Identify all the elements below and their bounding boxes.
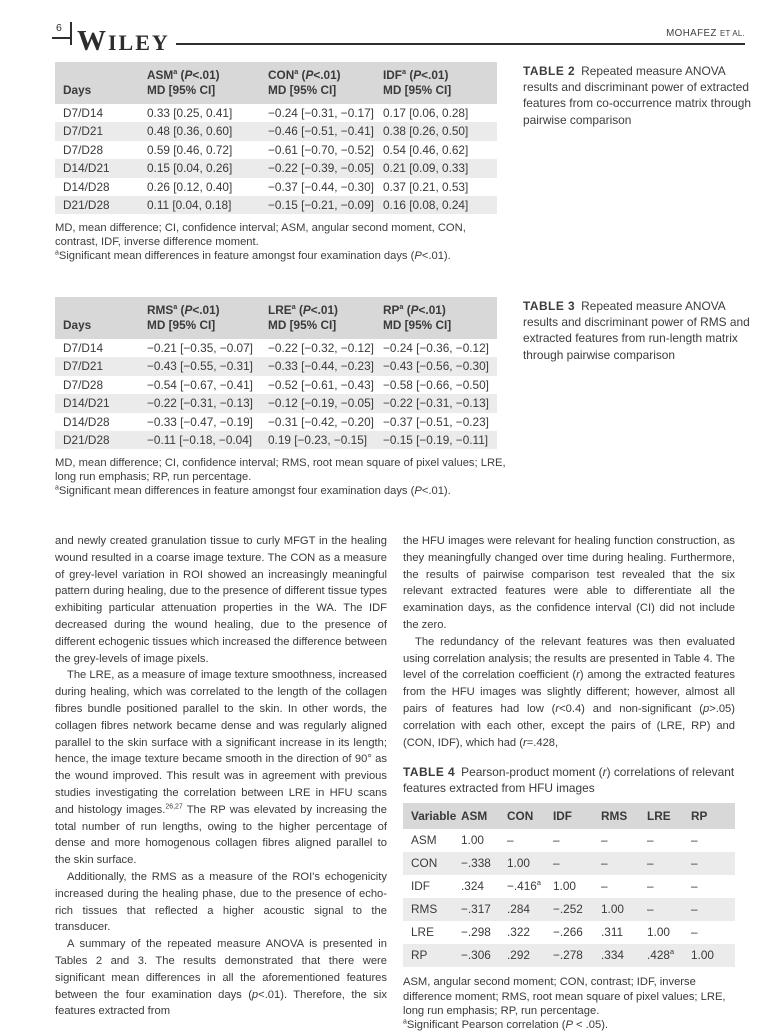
table-cell: −0.52 [−0.61, −0.43] xyxy=(268,377,374,392)
table-footnote: $^a$Significant mean differences in feature amongst four examination days (P<.01). xyxy=(55,249,451,263)
table-cell: 0.37 [0.21, 0.53] xyxy=(383,179,469,194)
table-2-footnotes xyxy=(55,221,507,264)
table-footnote: MD, mean difference; CI, confidence interval; RMS, root mean square of pixel values; LRE, long run emphasis; RP, run percentage. xyxy=(55,457,506,484)
table-row xyxy=(55,178,497,196)
table-cell: RMS xyxy=(411,902,438,917)
body-paragraph: and newly created granulation tissue to curly MFGT in the healing wound resulted in a coarse image texture. The CON as a measure of grey-level variation in ROI showed an increasingly meaningful pattern during healing, due to the presence of different tissue types exhibiting particular attenuation properties in the WA. The IDF decreased during the wound healing, due to the presence of different echogenic tissues which increased the difference between the grey-levels of image pixels. xyxy=(55,535,387,665)
table-row xyxy=(403,875,735,898)
table-cell: D14/D28 xyxy=(63,179,110,194)
table-row xyxy=(55,431,497,449)
table-row xyxy=(403,944,735,967)
table-cell: 1.00 xyxy=(553,879,576,894)
table-cell: D7/D21 xyxy=(63,359,103,374)
table-cell: 1.00 xyxy=(461,833,484,848)
table-3 xyxy=(55,297,497,449)
table-cell: – xyxy=(507,833,514,848)
table-cell: 1.00 xyxy=(507,856,530,871)
table-cell: −0.22 [−0.32, −0.12] xyxy=(268,341,374,355)
table-cell: – xyxy=(691,833,698,848)
table-cell: – xyxy=(691,879,698,894)
table-footnote: MD, mean difference; CI, confidence interval; ASM, angular second moment, CON, contrast, IDF, inverse difference moment. xyxy=(55,222,466,249)
table-cell: ASM xyxy=(411,833,437,848)
table-cell: 0.15 [0.04, 0.26] xyxy=(147,161,233,176)
table-cell: – xyxy=(601,833,608,848)
table-cell: −0.33 [−0.44, −0.23] xyxy=(268,359,374,374)
table-cell: −.252 xyxy=(553,902,583,917)
table-column-header: $RP^a$ (P<.01) MD [95% CI] xyxy=(383,302,452,332)
table-2-caption-label: TABLE 2 xyxy=(523,64,576,78)
body-paragraph: Additionally, the RMS as a measure of the ROI's echogenicity increased during the healing phase, due to the presence of echo-rich tissues that reflected a higher acoustic signal to the transducer. xyxy=(55,870,387,934)
table-3-caption-text: Repeated measure ANOVA results and discriminant power of RMS and extracted features from run-length matrix through pairwise comparison xyxy=(523,299,750,362)
table-cell: −.416$^a$ xyxy=(507,878,541,894)
table-cell: −0.11 [−0.18, −0.04] xyxy=(147,432,253,447)
table-4-footnotes xyxy=(403,975,735,1032)
table-cell: 0.19 [−0.23, −0.15] xyxy=(268,432,368,447)
table-2-caption-text: Repeated measure ANOVA results and discriminant power of extracted features from co-occurrence matrix through pairwise comparison xyxy=(523,64,751,127)
table-cell: 0.17 [0.06, 0.28] xyxy=(383,106,469,120)
table-4-block xyxy=(403,764,735,1032)
table-footnote: $^a$Significant Pearson correlation (P < .05). xyxy=(403,1018,609,1031)
table-cell: – xyxy=(647,856,654,871)
table-cell: 0.54 [0.46, 0.62] xyxy=(383,142,469,157)
body-paragraph: the HFU images were relevant for healing function construction, as they meaningfully changed over time during healing. Furthermore, the results of pairwise comparison test revealed that the six relevant extracted features were able to differentiate all the examination days, as the confidence interval (CI) did not include the zero. xyxy=(403,535,735,631)
table-column-header: IDF xyxy=(553,809,573,824)
table-cell: −0.43 [−0.55, −0.31] xyxy=(147,359,253,374)
table-cell: −0.22 [−0.31, −0.13] xyxy=(383,396,489,411)
table-cell: – xyxy=(553,856,560,871)
table-column-header: CON$^a$ (P<.01) MD [95% CI] xyxy=(268,67,341,97)
table-cell: .284 xyxy=(507,902,530,917)
table-cell: 0.21 [0.09, 0.33] xyxy=(383,161,469,176)
table-row xyxy=(55,357,497,375)
table-cell: −0.22 [−0.31, −0.13] xyxy=(147,396,253,411)
table-cell: −0.61 [−0.70, −0.52] xyxy=(268,142,374,157)
table-cell: 1.00 xyxy=(601,902,624,917)
table-cell: −0.37 [−0.51, −0.23] xyxy=(383,414,489,429)
table-cell: .428$^a$ xyxy=(647,947,675,963)
table-column-header: ASM$^a$ (P<.01) MD [95% CI] xyxy=(147,67,220,97)
table-cell: −0.15 [−0.19, −0.11] xyxy=(383,432,489,447)
table-cell: −.338 xyxy=(461,856,491,871)
body-paragraph: A summary of the repeated measure ANOVA is presented in Tables 2 and 3. The results demonstrated that there were significant mean differences in all the aforementioned features between the four examination days (p<.01). Therefore, the six features extracted from xyxy=(55,938,387,1018)
table-cell: CON xyxy=(411,856,438,871)
table-cell: 0.33 [0.25, 0.41] xyxy=(147,106,233,120)
table-column-header: Variable xyxy=(411,809,457,824)
table-cell: 0.38 [0.26, 0.50] xyxy=(383,124,469,139)
table-4-caption-text: Pearson-product moment (r) correlations of relevant features extracted from HFU images xyxy=(403,765,735,796)
table-cell: −0.22 [−0.39, −0.05] xyxy=(268,161,374,176)
table-3-header-row xyxy=(55,297,497,339)
table-column-header: IDF$^a$ (P<.01) MD [95% CI] xyxy=(383,67,452,97)
table-cell: .292 xyxy=(507,948,530,963)
table-cell: −0.24 [−0.31, −0.17] xyxy=(268,106,374,120)
table-cell: −0.24 [−0.36, −0.12] xyxy=(383,341,489,355)
body-paragraph: The LRE, as a measure of image texture smoothness, increased during healing, which was correlated to the length of the collagen fibres bundle positioned parallel to the skin. In other words, the collagen fibres network became dense and was regularly aligned parallel to the skin surface with a significant increase in its length; hence, the image texture became smooth in the direction of 90° as the wound improved. This result was in agreement with previous studies investigating the correlation between LRE in HFU scans and histology images.$^{26,27}$ The RP was elevated by increasing the total number of run lengths, owing to the higher percentage of dense and more homogenous collagen fibres aligned parallel to the skin surface. xyxy=(55,669,387,867)
table-cell: D21/D28 xyxy=(63,432,110,447)
table-cell: D7/D21 xyxy=(63,124,103,139)
table-cell: – xyxy=(647,833,654,848)
table-cell: −0.21 [−0.35, −0.07] xyxy=(147,341,253,355)
table-cell: – xyxy=(691,925,698,940)
table-row xyxy=(403,898,735,921)
table-cell: 1.00 xyxy=(647,925,670,940)
table-cell: −0.15 [−0.21, −0.09] xyxy=(268,197,374,212)
table-2-header-row xyxy=(55,62,497,104)
table-row xyxy=(55,394,497,412)
table-column-header: RP xyxy=(691,809,708,824)
table-cell: −0.58 [−0.66, −0.50] xyxy=(383,377,489,392)
table-cell: IDF xyxy=(411,879,431,894)
table-2-caption xyxy=(523,63,755,128)
table-cell: LRE xyxy=(411,925,434,940)
table-4-caption-label: TABLE 4 xyxy=(403,765,456,780)
table-cell: – xyxy=(691,856,698,871)
table-cell: – xyxy=(691,902,698,917)
table-4-caption xyxy=(403,764,735,796)
table-cell: D21/D28 xyxy=(63,197,110,212)
table-cell: .322 xyxy=(507,925,530,940)
table-row xyxy=(403,852,735,875)
table-footnote: ASM, angular second moment; CON, contrast; IDF, inverse difference moment; RMS, root mean square of pixel values; LRE, long run emphasis; RP, run percentage. xyxy=(403,976,726,1017)
header-rule xyxy=(176,43,745,45)
table-cell: 0.59 [0.46, 0.72] xyxy=(147,142,233,157)
table-cell: D7/D14 xyxy=(63,106,103,120)
table-3-caption xyxy=(523,298,755,363)
body-paragraph: The redundancy of the relevant features was then evaluated using correlation analysis; the results are presented in Table 4. The level of the correlation coefficient (r) among the extracted features from the HFU images was slightly different; however, almost all pairs of features had low (r<0.4) and non-significant (p>.05) correlation with each other, except the pairs of (LRE, RP) and (CON, IDF), which had (r=.428, xyxy=(403,635,736,749)
body-column-left xyxy=(55,533,387,1020)
table-column-header: ASM xyxy=(461,809,488,824)
running-head xyxy=(666,28,745,39)
table-cell: −0.46 [−0.51, −0.41] xyxy=(268,124,374,139)
table-row xyxy=(403,829,735,852)
table-row xyxy=(55,339,497,357)
table-cell: D7/D28 xyxy=(63,142,103,157)
table-cell: −0.12 [−0.19, −0.05] xyxy=(268,396,374,411)
table-cell: D14/D28 xyxy=(63,414,110,429)
header-tick-rule xyxy=(70,22,72,45)
table-cell: D7/D28 xyxy=(63,377,103,392)
table-cell: −0.31 [−0.42, −0.20] xyxy=(268,414,374,429)
table-row xyxy=(55,141,497,159)
table-cell: −0.54 [−0.67, −0.41] xyxy=(147,377,253,392)
wiley-logo: WILEY xyxy=(77,25,170,57)
table-cell: D7/D14 xyxy=(63,341,103,355)
running-head-authors: MOHAFEZ xyxy=(666,28,717,39)
table-cell: .324 xyxy=(461,879,484,894)
table-cell: D14/D21 xyxy=(63,161,110,176)
table-2 xyxy=(55,62,497,214)
table-cell: 0.11 [0.04, 0.18] xyxy=(147,197,232,212)
table-cell: −0.33 [−0.47, −0.19] xyxy=(147,414,253,429)
table-cell: 0.16 [0.08, 0.24] xyxy=(383,197,469,212)
table-row xyxy=(55,159,497,177)
table-cell: – xyxy=(601,879,608,894)
table-cell: −.266 xyxy=(553,925,583,940)
table-row xyxy=(55,376,497,394)
table-column-header: Days xyxy=(63,318,92,332)
table-cell: .334 xyxy=(601,948,624,963)
table-cell: D14/D21 xyxy=(63,396,110,411)
body-column-right xyxy=(403,533,735,1032)
table-column-header: Days xyxy=(63,83,92,97)
table-row xyxy=(55,196,497,214)
table-cell: −0.43 [−0.56, −0.30] xyxy=(383,359,489,374)
table-cell: 0.48 [0.36, 0.60] xyxy=(147,124,233,139)
table-column-header: LRE$^a$ (P<.01) MD [95% CI] xyxy=(268,302,338,332)
table-column-header: RMS xyxy=(601,809,628,824)
table-3-caption-label: TABLE 3 xyxy=(523,299,576,313)
table-cell: – xyxy=(647,879,654,894)
table-cell: – xyxy=(553,833,560,848)
table-3-footnotes xyxy=(55,456,507,499)
table-cell: – xyxy=(647,902,654,917)
table-column-header: RMS$^a$ (P<.01) MD [95% CI] xyxy=(147,302,220,332)
table-cell: 1.00 xyxy=(691,948,714,963)
table-cell: −.317 xyxy=(461,902,491,917)
table-cell: – xyxy=(601,856,608,871)
table-4-header-row xyxy=(403,803,735,829)
table-row xyxy=(55,122,497,140)
table-column-header: LRE xyxy=(647,809,671,824)
running-head-etal: ET AL. xyxy=(719,29,745,38)
table-footnote: $^a$Significant mean differences in feature amongst four examination days (P<.01). xyxy=(55,484,451,498)
table-cell: RP xyxy=(411,948,428,963)
table-row xyxy=(55,104,497,122)
table-cell: .311 xyxy=(601,925,624,940)
table-column-header: CON xyxy=(507,809,534,824)
table-cell: −.278 xyxy=(553,948,583,963)
page-number: 6 xyxy=(56,22,62,34)
table-cell: −.298 xyxy=(461,925,491,940)
page-number-rule xyxy=(52,37,71,39)
table-row xyxy=(403,921,735,944)
table-cell: −.306 xyxy=(461,948,491,963)
table-row xyxy=(55,413,497,431)
table-cell: 0.26 [0.12, 0.40] xyxy=(147,179,233,194)
table-cell: −0.37 [−0.44, −0.30] xyxy=(268,179,374,194)
